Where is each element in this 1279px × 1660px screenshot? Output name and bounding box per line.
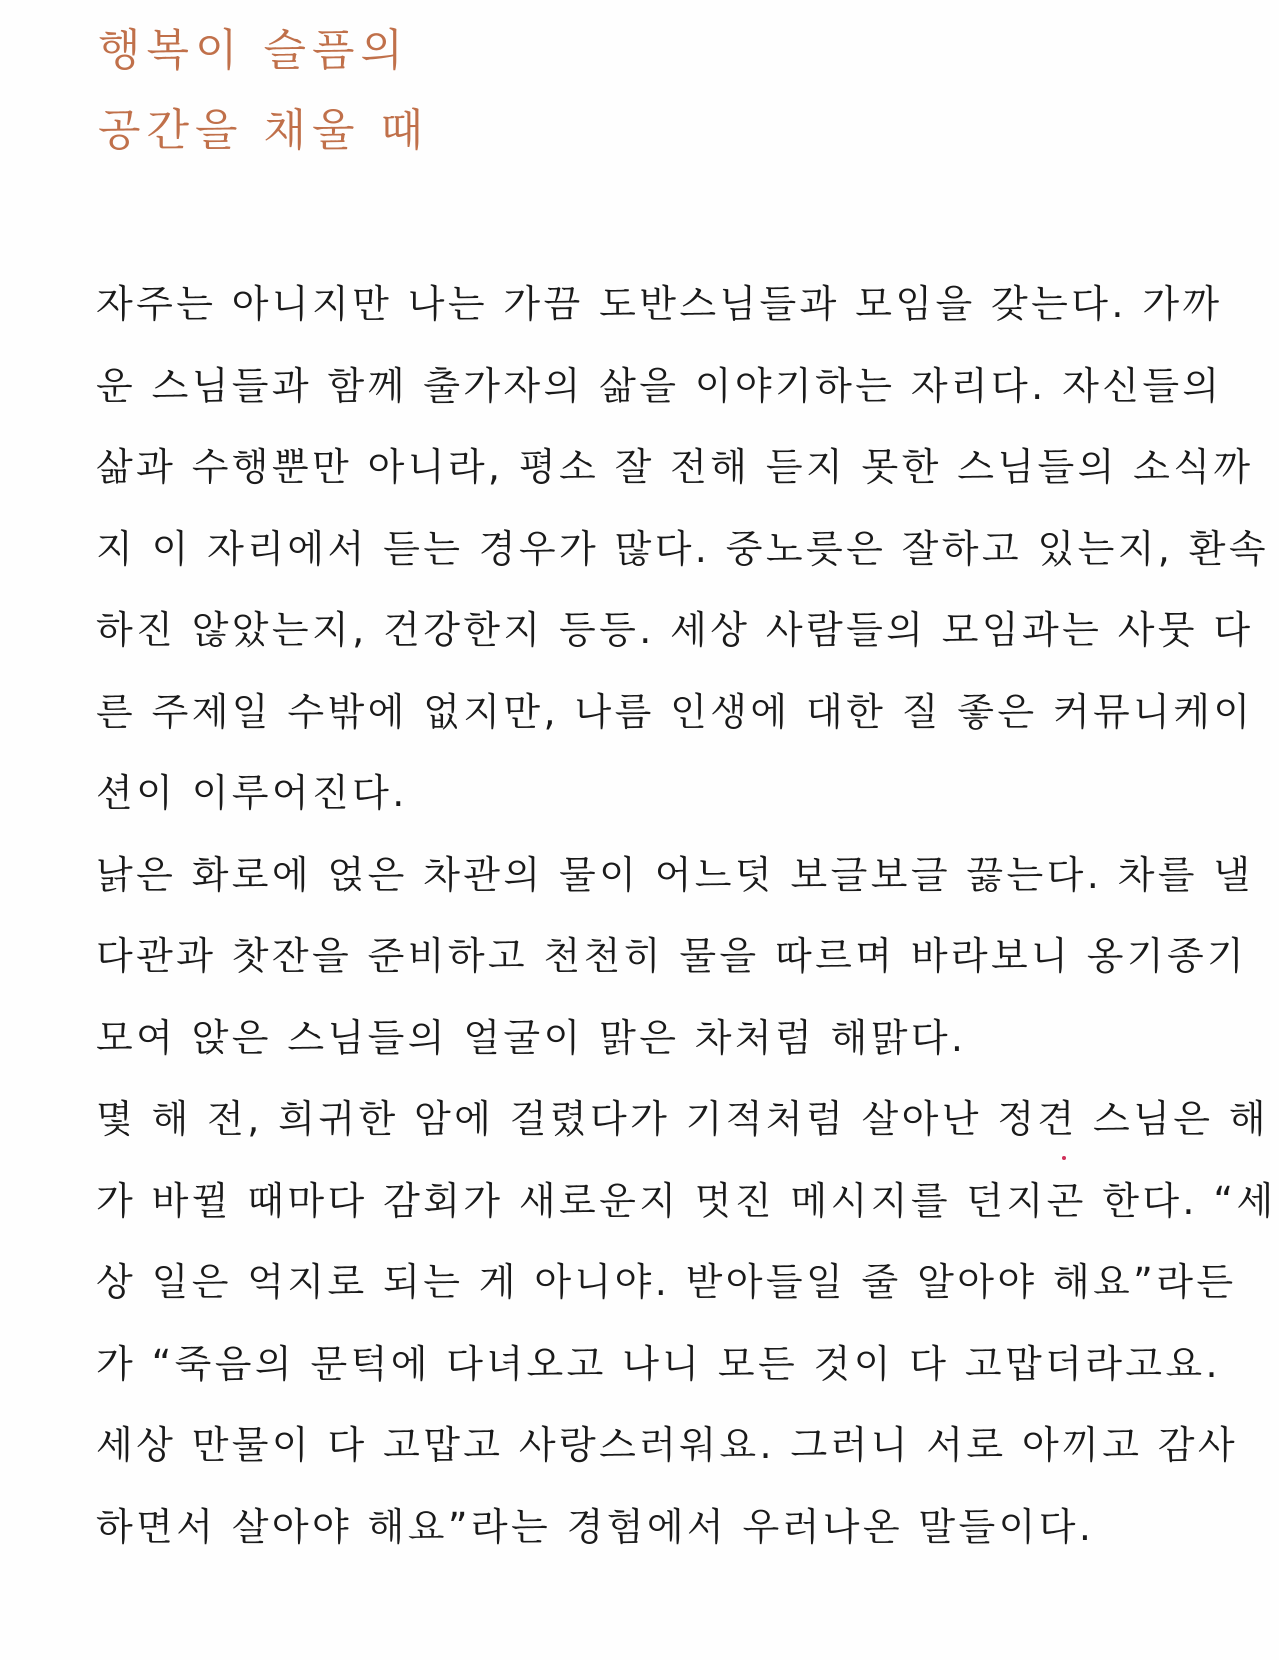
chapter-title-line-2: 공간을 채울 때 bbox=[98, 105, 429, 156]
paragraph-3-line-4: 가 “죽음의 문턱에 다녀오고 나니 모든 것이 다 고맙더라고요. bbox=[96, 1341, 1221, 1386]
paragraph-3-line-2: 가 바뀔 때마다 감회가 새로운지 멋진 메시지를 던지곤 한다. “세 bbox=[96, 1178, 1277, 1223]
paragraph-1-line-7: 션이 이루어진다. bbox=[96, 771, 408, 815]
print-speck bbox=[1062, 1156, 1066, 1160]
paragraph-1-line-2: 운 스님들과 함께 출가자의 삶을 이야기하는 자리다. 자신들의 bbox=[96, 363, 1223, 408]
paragraph-1-line-5: 하진 않았는지, 건강한지 등등. 세상 사람들의 모임과는 사뭇 다 bbox=[96, 608, 1254, 652]
chapter-title-line-1: 행복이 슬픔의 bbox=[98, 25, 410, 76]
paragraph-1-line-6: 른 주제일 수밖에 없지만, 나름 인생에 대한 질 좋은 커뮤니케이 bbox=[96, 689, 1254, 734]
paragraph-2-line-3: 모여 앉은 스님들의 얼굴이 맑은 차처럼 해맑다. bbox=[96, 1015, 967, 1060]
paragraph-3-line-5: 세상 만물이 다 고맙고 사랑스러워요. 그러니 서로 아끼고 감사 bbox=[96, 1423, 1239, 1467]
paragraph-3-line-6: 하면서 살아야 해요”라는 경험에서 우러나온 말들이다. bbox=[96, 1504, 1095, 1549]
paragraph-2-line-1: 낡은 화로에 얹은 차관의 물이 어느덧 보글보글 끓는다. 차를 낼 bbox=[96, 852, 1254, 897]
paragraph-3-line-1: 몇 해 전, 희귀한 암에 걸렸다가 기적처럼 살아난 정견 스님은 해 bbox=[96, 1097, 1269, 1141]
body-text bbox=[96, 264, 1277, 1568]
paragraph-3-line-3: 상 일은 억지로 되는 게 아니야. 받아들일 줄 알아야 해요”라든 bbox=[96, 1260, 1237, 1304]
paragraph-1-line-3: 삶과 수행뿐만 아니라, 평소 잘 전해 듣지 못한 스님들의 소식까 bbox=[96, 445, 1254, 489]
chapter-title bbox=[98, 26, 429, 186]
paragraph-1-line-4: 지 이 자리에서 듣는 경우가 많다. 중노릇은 잘하고 있는지, 환속 bbox=[96, 526, 1269, 571]
paragraph-2-line-2: 다관과 찻잔을 준비하고 천천히 물을 따르며 바라보니 옹기종기 bbox=[96, 934, 1248, 978]
paragraph-1-line-1: 자주는 아니지만 나는 가끔 도반스님들과 모임을 갖는다. 가까 bbox=[96, 282, 1223, 326]
